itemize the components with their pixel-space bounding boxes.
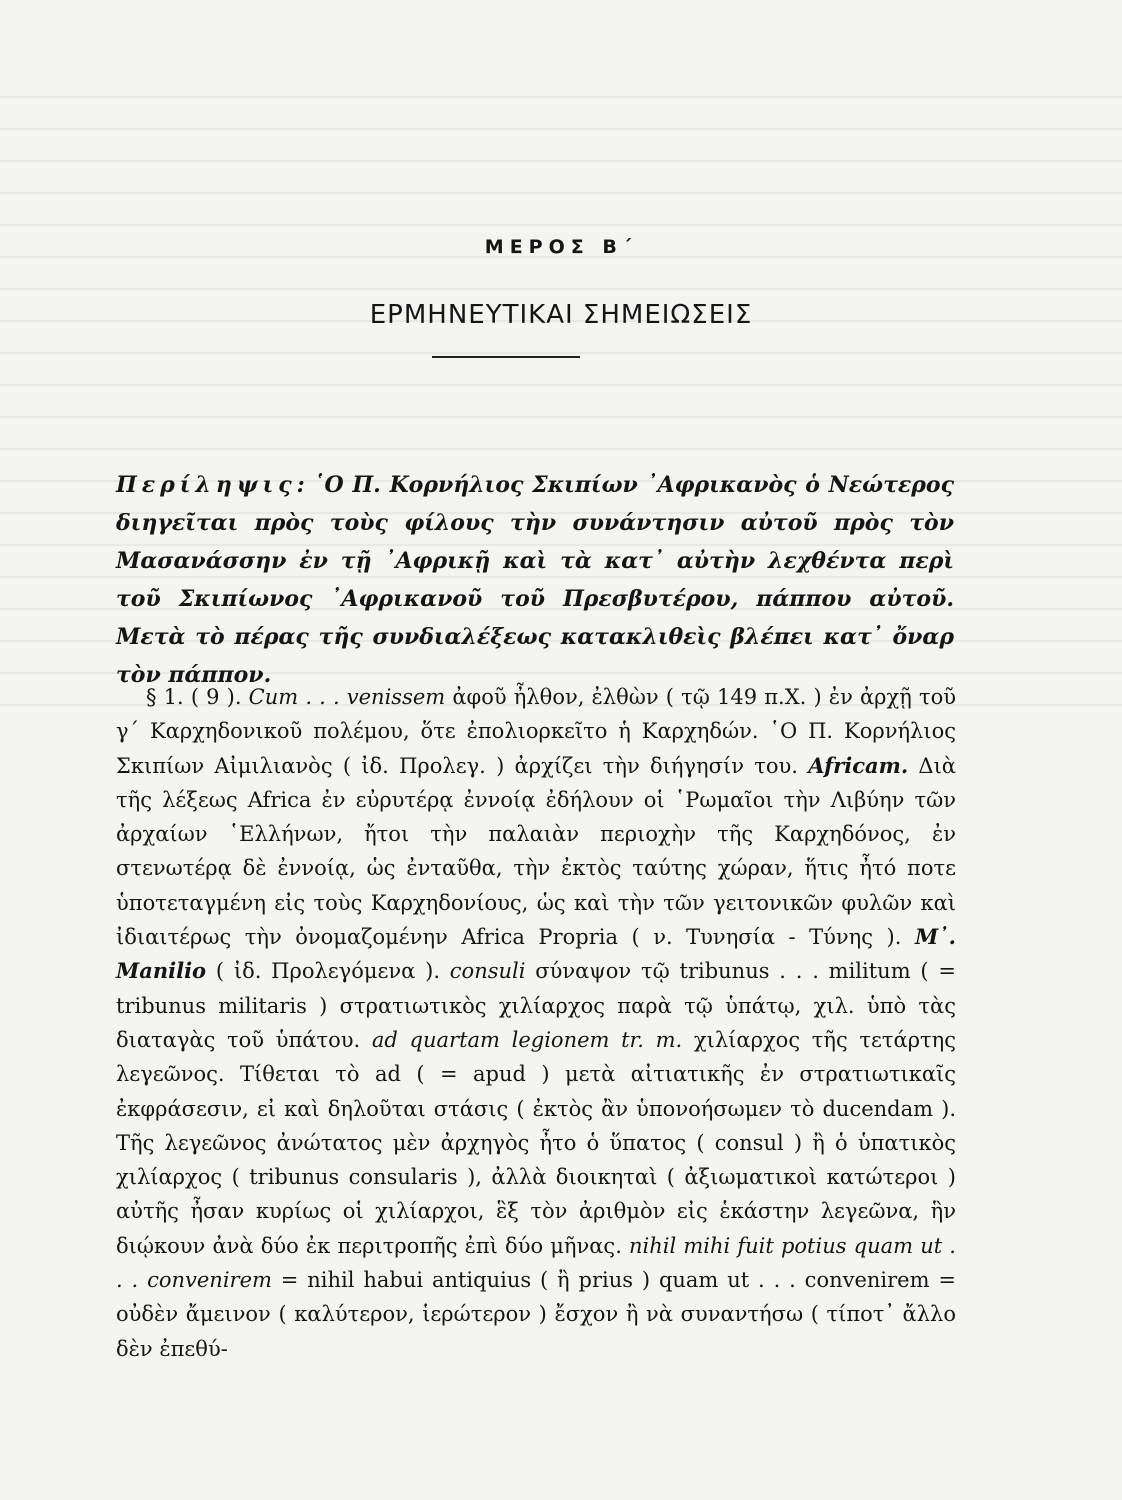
gloss: χιλίαρχος τῆς τετάρτης λεγεῶνος. Τίθεται τὸ ad ( = apud ) μετὰ αἰτιατικῆς ἐν στρατιωτικαῖς ἐκφράσεσιν, εἰ καὶ δηλοῦται στάσις ( ἐκτὸς ἂν ὑπονοήσωμεν τὸ ducendam ). Τῆς λεγεῶνος ἀνώτατος μὲν ἀρχηγὸς ἦτο ὁ ὕπατος ( consul ) ἢ ὁ ὑπατικὸς χιλίαρχος ( tribunus consularis ), ἀλλὰ διοικηταὶ ( ἀξιωματικοὶ κατώτεροι ) αὐτῆς ἦσαν κυρίως οἱ χιλίαρχοι, ἓξ τὸν ἀριθμὸν εἰς ἑκάστην λεγεῶνα, ἣν διῴκουν ἀνὰ δύο ἐκ περιτροπῆς ἐπὶ δύο μῆνας. <box>116 1027 957 1258</box>
gloss: Διὰ τῆς λέξεως Africa ἐν εὐρυτέρᾳ ἐννοίᾳ ἐδήλουν οἱ ῾Ρωμαῖοι τὴν Λιβύην τῶν ἀρχαίων ῾Ελλήνων, ἤτοι τὴν παλαιὰν περιοχὴν τῆς Καρχηδόνος, ἐν στενωτέρᾳ δὲ ἐννοίᾳ, ὡς ἐνταῦθα, τὴν ἐκτὸς ταύτης χώραν, ἥτις ἦτό ποτε ὑποτεταγμένη εἰς τοὺς Καρχηδονίους, ὡς καὶ τὴν τῶν γειτονικῶν φυλῶν καὶ ἰδιαιτέρως τὴν ὀνομαζομένην Africa Propria ( ν. Τυνησία - Τύνης ). <box>116 753 956 950</box>
lemma: consuli <box>449 959 526 984</box>
lemma: nihil mihi fuit potius quam ut . . . convenirem <box>116 1233 956 1293</box>
lemma: ad quartam legionem tr. m. <box>371 1027 683 1052</box>
part-heading: ΜΕΡΟΣ Β΄ <box>484 236 638 258</box>
lemma: M᾿. Manilio <box>116 924 956 984</box>
commentary <box>116 680 956 1366</box>
section-number: § 1. ( 9 ). <box>146 685 249 709</box>
gloss: = nihil habui antiquius ( ἢ prius ) quam ut . . . convenirem = οὐδὲν ἄμεινον ( καλύτερον, ἱερώτερον ) ἔσχον ἢ νὰ συναντήσω ( τίποτ᾿ ἄλλο δὲν ἐπεθύ- <box>116 1268 956 1361</box>
lemma: Cum . . . venissem <box>248 685 446 709</box>
summary-paragraph <box>116 466 954 694</box>
summary-label: Περίληψις <box>116 472 297 498</box>
gloss: ἀφοῦ ἦλθον, ἐλθὼν ( τῷ 149 π.Χ. ) ἐν ἀρχῇ τοῦ γ΄ Καρχηδονικοῦ πολέμου, ὅτε ἐπολιορκεῖτο ἡ Καρχηδών. ῾Ο Π. Κορνήλιος Σκιπίων Αἰμιλιανὸς ( ἰδ. Προλεγ. ) ἀρχίζει τὴν διήγησίν του. <box>116 685 956 778</box>
gloss: σύναψον τῷ tribunus . . . militum ( = tribunus militaris ) στρατιωτικὸς χιλίαρχος παρὰ τῷ ὑπάτῳ, χιλ. ὑπὸ τὰς διαταγὰς τοῦ ὑπάτου. <box>116 959 956 1052</box>
summary-text: : ῾Ο Π. Κορνήλιος Σκιπίων ᾿Αφρικανὸς ὁ Νεώτερος διηγεῖται πρὸς τοὺς φίλους τὴν συνάντησιν αὐτοῦ πρὸς τὸν Μασανάσσην ἐν τῇ ᾿Αφρικῇ καὶ τὰ κατ᾿ αὐτὴν λεχθέντα περὶ τοῦ Σκιπίωνος ᾿Αφρικανοῦ τοῦ Πρεσβυτέρου, πάππου αὐτοῦ. Μετὰ τὸ πέρας τῆς συνδιαλέξεως κατακλιθεὶς βλέπει κατ᾿ ὄναρ τὸν πάππον. <box>116 472 954 688</box>
title-rule <box>432 356 580 358</box>
lemma: Africam. <box>808 752 909 778</box>
section-title: ΕΡΜΗΝΕΥΤΙΚΑΙ ΣΗΜΕΙΩΣΕΙΣ <box>369 300 753 330</box>
gloss: ( ἰδ. Προλεγόμενα ). <box>206 959 450 984</box>
commentary-paragraph <box>116 680 956 1366</box>
